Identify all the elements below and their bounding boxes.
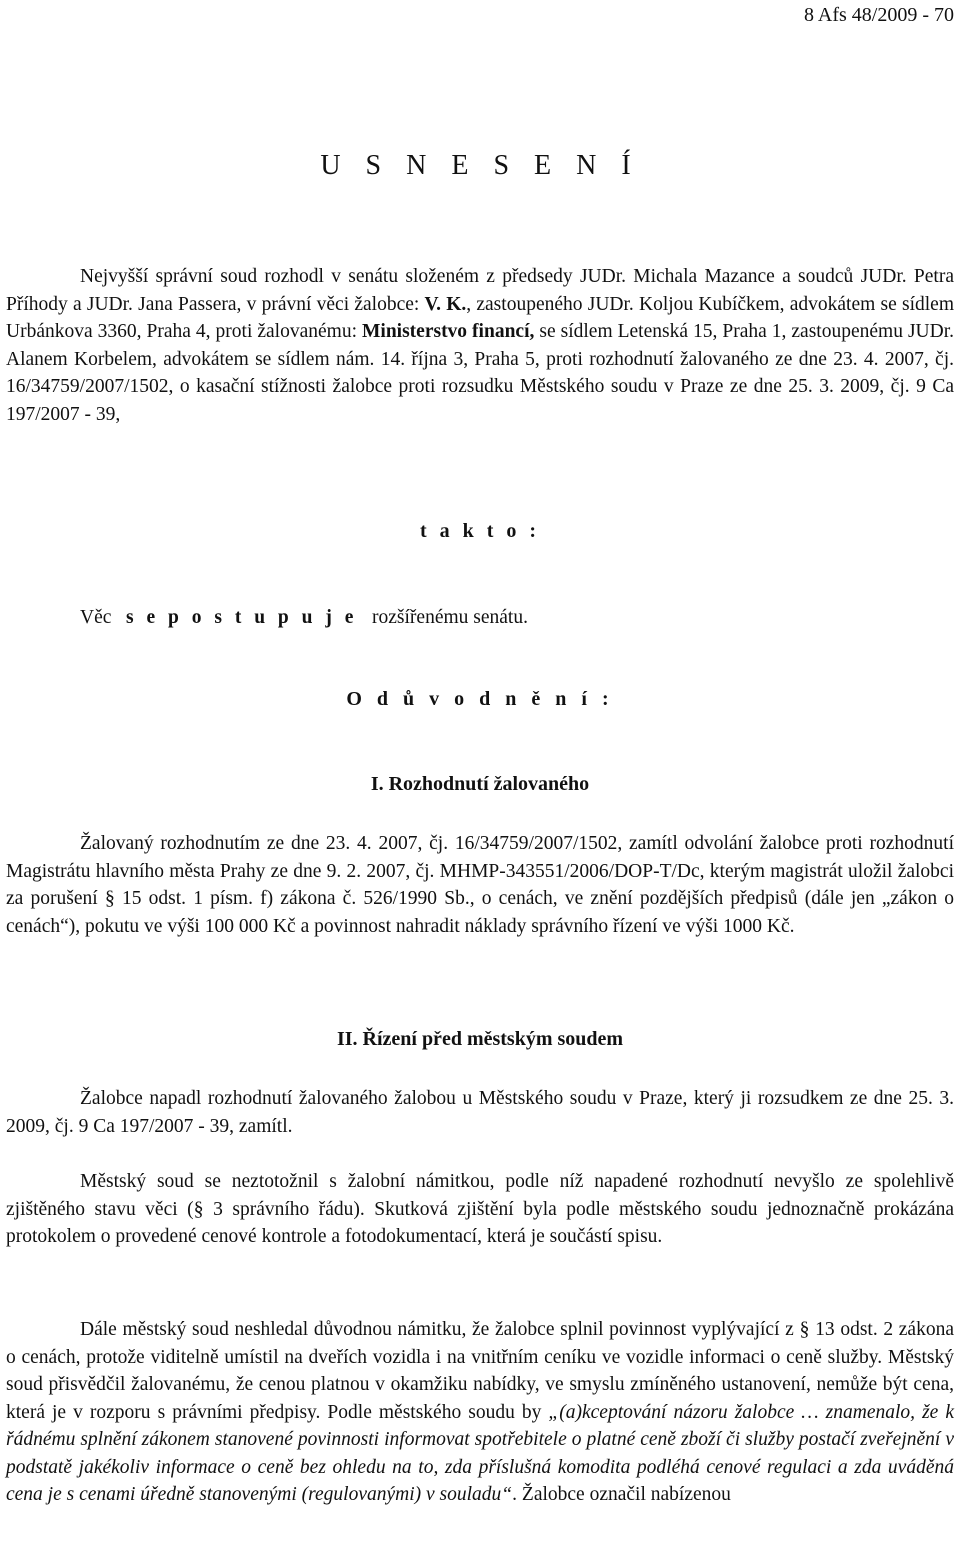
- takto-heading: t a k t o :: [419, 520, 541, 542]
- paragraph-sign: §: [104, 887, 115, 909]
- plaintiff-name: V. K.: [424, 293, 467, 315]
- verdict-line: Věc s e p o s t u p u j e rozšířenému senátu.: [80, 607, 528, 628]
- section-2-heading: II. Řízení před městským soudem: [336, 1028, 624, 1050]
- section-1-heading: I. Rozhodnutí žalovaného: [370, 773, 590, 795]
- paragraph-sign: §: [193, 1197, 204, 1220]
- verdict-spaced: s e p o s t u p u j e: [126, 607, 358, 628]
- case-number: 8 Afs 48/2009 - 70: [804, 4, 954, 26]
- paragraph-sign: §: [799, 1318, 810, 1340]
- defendant-name: Ministerstvo financí,: [362, 321, 535, 342]
- section-2-paragraph-2: Městský soud se neztotožnil s žalobní námitkou, podle níž napadené rozhodnutí nevyšlo ze spolehlivě zjištěného stavu věci (§ 3 správního řádu). Skutková zjištění byla podle městského soudu jednoznačně prokázána protokolem o provedené cenové kontrole a fotodokumentací, která je součástí spisu.: [6, 1171, 954, 1247]
- intro-paragraph: Nejvyšší správní soud rozhodl v senátu složeném z předsedy JUDr. Michala Mazance a soudců JUDr. Petra Příhody a JUDr. Jana Passera, v právní věci žalobce: V. K., zastoupeného JUDr. Koljou Kubíčkem, advokátem se sídlem Urbánkova 3360, Praha 4, proti žalovanému: Ministerstvo financí, se sídlem Letenská 15, Praha 1, zastoupenému JUDr. Alanem Korbelem, advokátem se sídlem nám. 14. října 3, Praha 5, proti rozhodnutí žalovaného ze dne 23. 4. 2007, čj. 16/34759/2007/1502, o kasační stížnosti žalobce proti rozsudku Městského soudu v Praze ze dne 25. 3. 2009, čj. 9 Ca 197/2007 - 39,: [6, 266, 954, 425]
- section-1-paragraph: Žalovaný rozhodnutím ze dne 23. 4. 2007, čj. 16/34759/2007/1502, zamítl odvolání žalobce proti rozhodnutí Magistrátu hlavního města Prahy ze dne 9. 2. 2007, čj. MHMP-343551/2006/DOP-T/Dc, kterým magistrát uložil žalobci za porušení § 15 odst. 1 písm. f) zákona č. 526/1990 Sb., o cenách, ve znění pozdějších předpisů (dále jen „zákon o cenách“), pokutu ve výši 100 000 Kč a povinnost nahradit náklady správního řízení ve výši 1000 Kč.: [6, 833, 955, 937]
- reasoning-heading: O d ů v o d n ě n í :: [346, 688, 614, 710]
- court-quote: „(a)kceptování názoru žalobce … znamenalo, že k řádnému splnění zákonem stanovené povinnosti informovat spotřebitele o platné ceně zboží či služby postačí zveřejnění v podstatě jakékoliv informace o ceně bez ohledu na to, zda příslušná komodita podléhá cenové regulaci a zda uváděná cena je s cenami úředně stanovenými (regulovanými) v souladu“: [6, 1401, 954, 1505]
- document-title: U S N E S E N Í: [320, 150, 640, 181]
- section-2-paragraph-3: Dále městský soud neshledal důvodnou námitku, že žalobce splnil povinnost vyplývající z § 13 odst. 2 zákona o cenách, protože viditelně umístil na dveřích vozidla i na vnitřním ceníku ve vozidle informaci o ceně služby. Městský soud přisvědčil žalovanému, že cenou platnou v okamžiku nabídky, ve smyslu zmíněného ustanovení, nemůže být cena, která je v rozporu s právními předpisy. Podle městského soudu by „(a)kceptování názoru žalobce … znamenalo, že k řádnému splnění zákonem stanovené povinnosti informovat spotřebitele o platné ceně zboží či služby postačí zveřejnění v podstatě jakékoliv informace o ceně bez ohledu na to, zda příslušná komodita podléhá cenové regulaci a zda uváděná cena je s cenami úředně stanovenými (regulovanými) v souladu“. Žalobce označil nabízenou: [6, 1318, 954, 1505]
- section-2-paragraph-1: Žalobce napadl rozhodnutí žalovaného žalobou u Městského soudu v Praze, který ji rozsudkem ze dne 25. 3. 2009, čj. 9 Ca 197/2007 - 39, zamítl.: [6, 1088, 954, 1137]
